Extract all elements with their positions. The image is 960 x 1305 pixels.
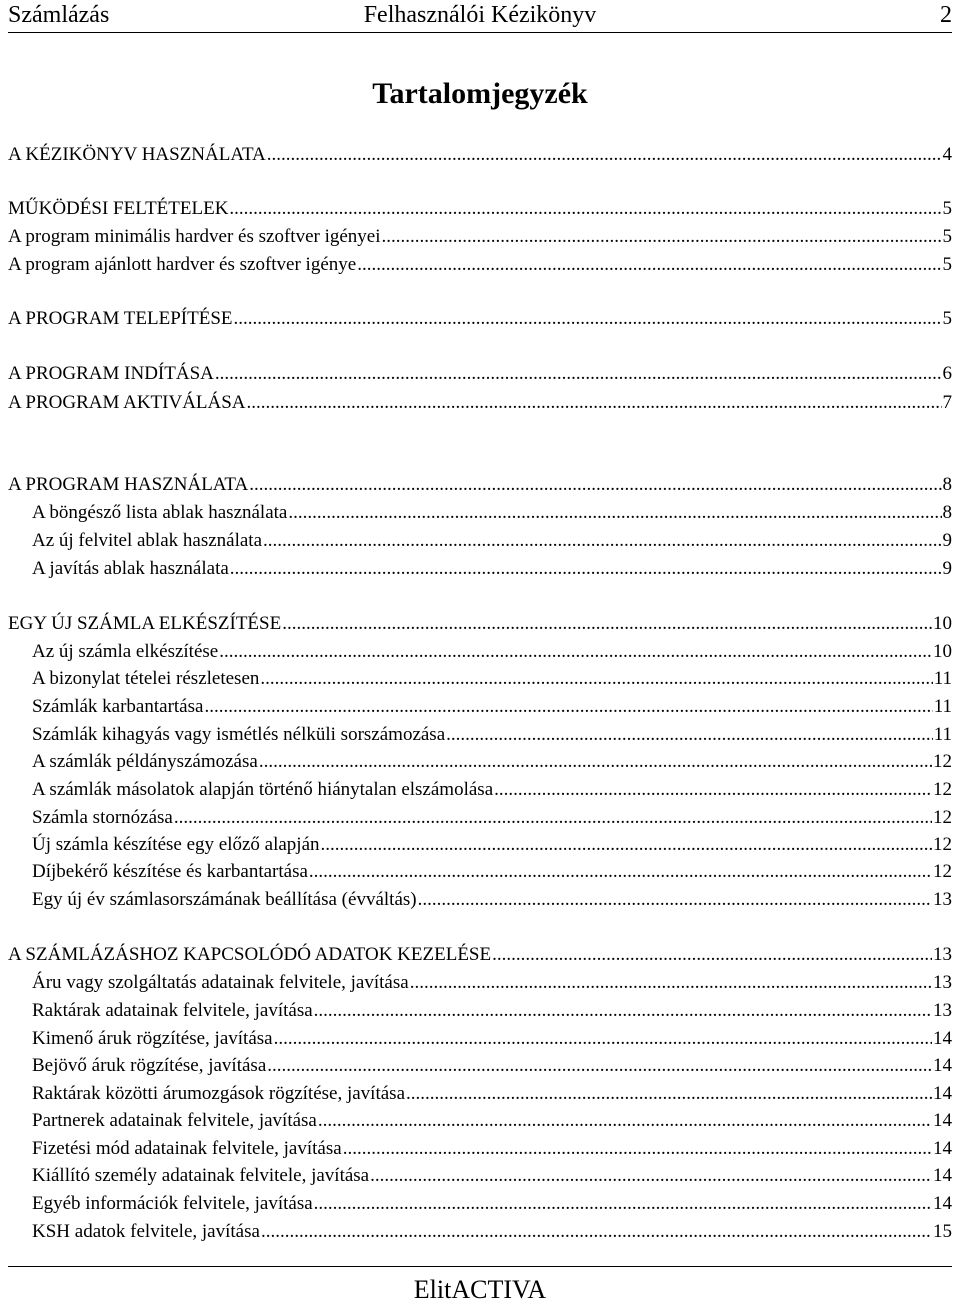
- toc-entry-page: 5: [942, 226, 952, 247]
- toc-entry-page: 9: [942, 558, 952, 579]
- toc-entry-label: Bejövő áruk rögzítése, javítása: [32, 1055, 267, 1076]
- toc-entry[interactable]: [32, 1220, 952, 1244]
- toc-dot-leader: [249, 473, 941, 497]
- toc-entry[interactable]: [32, 1054, 952, 1078]
- toc-entry-label: Áru vagy szolgáltatás adatainak felvitele, javítása: [32, 972, 409, 993]
- toc-entry-label: Raktárak közötti árumozgások rögzítése, javítása: [32, 1083, 406, 1104]
- toc-entry-page: 5: [942, 308, 952, 329]
- toc-entry[interactable]: [32, 888, 952, 912]
- toc-entry[interactable]: [32, 1164, 952, 1188]
- toc-entry-label: A PROGRAM TELEPÍTÉSE: [8, 308, 233, 329]
- toc-entry[interactable]: [8, 362, 952, 386]
- toc-entry-page: 6: [942, 363, 952, 384]
- toc-entry-page: 11: [933, 724, 952, 745]
- toc-entry-label: A PROGRAM AKTIVÁLÁSA: [8, 392, 246, 413]
- toc-entry-page: 10: [933, 641, 952, 662]
- toc-entry-label: Egyéb információk felvitele, javítása: [32, 1193, 313, 1214]
- toc-entry-label: Kimenő áruk rögzítése, javítása: [32, 1028, 273, 1049]
- toc-entry[interactable]: [32, 999, 952, 1023]
- toc-dot-leader: [370, 1164, 932, 1188]
- toc-entry-page: 14: [933, 1138, 952, 1159]
- header-center-title: Felhasználói Kézikönyv: [363, 2, 597, 28]
- toc-dot-leader: [318, 1109, 932, 1133]
- page-footer: [8, 1266, 952, 1305]
- toc-entry-page: 5: [942, 254, 952, 275]
- toc-entry-label: A program ajánlott hardver és szoftver igénye: [8, 254, 357, 275]
- toc-dot-leader: [261, 1220, 932, 1244]
- toc-entry-label: Partnerek adatainak felvitele, javítása: [32, 1110, 317, 1131]
- toc-entry-page: 11: [933, 668, 952, 689]
- toc-entry-label: Új számla készítése egy előző alapján: [32, 834, 320, 855]
- toc-entry-label: A KÉZIKÖNYV HASZNÁLATA: [8, 144, 266, 165]
- toc-dot-leader: [229, 197, 941, 221]
- toc-entry-label: A számlák példányszámozása: [32, 751, 258, 772]
- toc-entry-label: Számla stornózása: [32, 807, 173, 828]
- toc-entry-page: 12: [933, 861, 952, 882]
- toc-dot-leader: [494, 778, 932, 802]
- toc-entry[interactable]: [8, 225, 952, 249]
- toc-entry[interactable]: [32, 860, 952, 884]
- toc-entry[interactable]: [8, 307, 952, 331]
- toc-dot-leader: [309, 860, 932, 884]
- toc-entry[interactable]: [8, 473, 952, 497]
- toc-entry-label: A javítás ablak használata: [32, 558, 229, 579]
- toc-entry-page: 13: [933, 944, 952, 965]
- toc-dot-leader: [215, 362, 942, 386]
- toc-entry-page: 5: [942, 198, 952, 219]
- toc-dot-leader: [492, 943, 932, 967]
- toc-dot-leader: [259, 750, 932, 774]
- toc-dot-leader: [343, 1137, 932, 1161]
- toc-entry[interactable]: [32, 640, 952, 664]
- toc-entry-label: A program minimális hardver és szoftver igényei: [8, 226, 381, 247]
- toc-entry[interactable]: [32, 667, 952, 691]
- toc-entry-label: A SZÁMLÁZÁSHOZ KAPCSOLÓDÓ ADATOK KEZELÉSE: [8, 944, 492, 965]
- toc-entry-page: 8: [942, 502, 952, 523]
- toc-entry[interactable]: [8, 943, 952, 967]
- toc-entry-page: 8: [942, 474, 952, 495]
- toc-dot-leader: [174, 806, 932, 830]
- toc-entry-label: Számlák kihagyás vagy ismétlés nélküli sorszámozása: [32, 724, 446, 745]
- toc-dot-leader: [357, 253, 941, 277]
- toc-entry-label: Kiállító személy adatainak felvitele, javítása: [32, 1165, 370, 1186]
- toc-dot-leader: [230, 557, 942, 581]
- toc-dot-leader: [314, 1192, 932, 1216]
- toc-entry-page: 10: [933, 613, 952, 634]
- toc-entry-page: 14: [933, 1083, 952, 1104]
- toc-entry[interactable]: [32, 695, 952, 719]
- toc-entry[interactable]: [8, 143, 952, 167]
- toc-entry-label: A bizonylat tételei részletesen: [32, 668, 260, 689]
- toc-dot-leader: [410, 971, 932, 995]
- toc-entry[interactable]: [8, 253, 952, 277]
- toc-entry-page: 14: [933, 1165, 952, 1186]
- toc-entry-label: Az új felvitel ablak használata: [32, 530, 263, 551]
- toc-entry-page: 14: [933, 1110, 952, 1131]
- toc-entry[interactable]: [32, 529, 952, 553]
- toc-dot-leader: [267, 143, 942, 167]
- toc-entry-page: 14: [933, 1193, 952, 1214]
- toc-dot-leader: [204, 695, 932, 719]
- toc-entry-page: 11: [933, 696, 952, 717]
- toc-dot-leader: [267, 1054, 932, 1078]
- page-title: Tartalomjegyzék: [372, 77, 588, 110]
- toc-entry-label: Díjbekérő készítése és karbantartása: [32, 861, 308, 882]
- toc-entry-page: 13: [933, 889, 952, 910]
- toc-entry[interactable]: [32, 557, 952, 581]
- toc-dot-leader: [446, 723, 933, 747]
- toc-entry-page: 7: [942, 392, 952, 413]
- toc-dot-leader: [247, 391, 942, 415]
- toc-entry-page: 13: [933, 972, 952, 993]
- toc-entry-page: 9: [942, 530, 952, 551]
- toc-entry-page: 15: [933, 1221, 952, 1242]
- toc-entry-label: Egy új év számlasorszámának beállítása (évváltás): [32, 889, 417, 910]
- toc-entry[interactable]: [8, 391, 952, 415]
- toc-entry-label: KSH adatok felvitele, javítása: [32, 1221, 260, 1242]
- footer-brand: ElitACTIVA: [413, 1275, 547, 1304]
- toc-entry-page: 12: [933, 834, 952, 855]
- toc-dot-leader: [263, 529, 941, 553]
- toc-dot-leader: [288, 501, 941, 525]
- toc-entry-label: A böngésző lista ablak használata: [32, 502, 288, 523]
- toc-entry[interactable]: [32, 971, 952, 995]
- toc-dot-leader: [321, 833, 932, 857]
- toc-entry-page: 13: [933, 1000, 952, 1021]
- toc-entry[interactable]: [32, 1082, 952, 1106]
- toc-entry-page: 14: [933, 1028, 952, 1049]
- toc-entry[interactable]: [32, 806, 952, 830]
- toc-entry-label: Fizetési mód adatainak felvitele, javítása: [32, 1138, 342, 1159]
- toc-entry[interactable]: [32, 778, 952, 802]
- toc-dot-leader: [314, 999, 932, 1023]
- toc-dot-leader: [406, 1082, 932, 1106]
- toc-dot-leader: [282, 612, 932, 636]
- toc-dot-leader: [382, 225, 942, 249]
- toc-entry[interactable]: [32, 833, 952, 857]
- toc-entry-page: 4: [942, 144, 952, 165]
- toc-dot-leader: [219, 640, 932, 664]
- header-page-number: 2: [940, 2, 952, 28]
- toc-entry-page: 12: [933, 807, 952, 828]
- toc-dot-leader: [274, 1027, 932, 1051]
- toc-entry[interactable]: [32, 1192, 952, 1216]
- toc-entry[interactable]: [8, 197, 952, 221]
- toc-entry-page: 12: [933, 751, 952, 772]
- toc-dot-leader: [234, 307, 942, 331]
- page-header: [8, 0, 952, 33]
- toc-entry[interactable]: [8, 612, 952, 636]
- toc-entry[interactable]: [32, 1137, 952, 1161]
- toc-dot-leader: [260, 667, 932, 691]
- toc-dot-leader: [418, 888, 932, 912]
- toc-entry-label: Raktárak adatainak felvitele, javítása: [32, 1000, 313, 1021]
- toc-entry-label: A számlák másolatok alapján történő hiánytalan elszámolása: [32, 779, 494, 800]
- toc-entry-label: A PROGRAM HASZNÁLATA: [8, 474, 249, 495]
- toc-entry[interactable]: [32, 723, 952, 747]
- toc-entry[interactable]: [32, 750, 952, 774]
- toc-entry-label: MŰKÖDÉSI FELTÉTELEK: [8, 198, 229, 219]
- header-left-title: Számlázás: [8, 2, 110, 28]
- toc-entry-label: Az új számla elkészítése: [32, 641, 219, 662]
- toc-entry-page: 14: [933, 1055, 952, 1076]
- toc-entry[interactable]: [32, 501, 952, 525]
- toc-entry-label: Számlák karbantartása: [32, 696, 204, 717]
- toc-entry-label: EGY ÚJ SZÁMLA ELKÉSZÍTÉSE: [8, 613, 282, 634]
- toc-entry[interactable]: [32, 1027, 952, 1051]
- toc-entry[interactable]: [32, 1109, 952, 1133]
- toc-entry-label: A PROGRAM INDÍTÁSA: [8, 363, 214, 384]
- toc-entry-page: 12: [933, 779, 952, 800]
